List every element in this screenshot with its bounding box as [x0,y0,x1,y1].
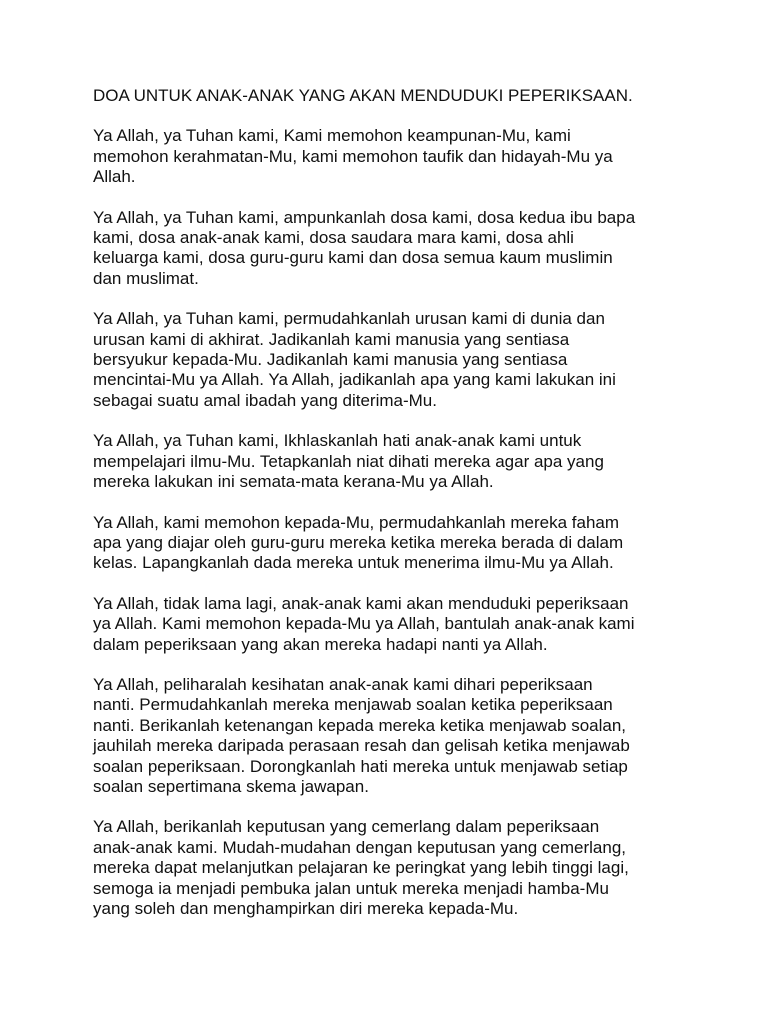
paragraph-list [93,126,693,919]
prayer-paragraph [93,675,693,797]
paragraph-line: Allah. [93,167,136,187]
paragraph-line: ya Allah. Kami memohon kepada-Mu ya Allah, bantulah anak-anak kami [93,614,635,634]
prayer-paragraph [93,309,693,411]
paragraph-line: jauhilah mereka daripada perasaan resah dan gelisah ketika menjawab [93,736,630,756]
paragraph-line: anak-anak kami. Mudah-mudahan dengan keputusan yang cemerlang, [93,837,627,857]
paragraph-line: dalam peperiksaan yang akan mereka hadapi nanti ya Allah. [93,634,548,654]
paragraph-line: semoga ia menjadi pembuka jalan untuk mereka menjadi hamba-Mu [93,878,609,898]
paragraph-line: dan muslimat. [93,268,199,288]
prayer-paragraph [93,817,693,919]
paragraph-line: kami, dosa anak-anak kami, dosa saudara mara kami, dosa ahli [93,228,574,248]
paragraph-line: Ya Allah, tidak lama lagi, anak-anak kami akan menduduki peperiksaan [93,593,629,613]
paragraph-line: sebagai suatu amal ibadah yang diterima-Mu. [93,390,437,410]
prayer-paragraph [93,126,693,187]
paragraph-line: Ya Allah, ya Tuhan kami, ampunkanlah dosa kami, dosa kedua ibu bapa [93,207,636,227]
paragraph-line: Ya Allah, kami memohon kepada-Mu, permudahkanlah mereka faham [93,512,620,532]
prayer-paragraph [93,431,693,492]
paragraph-line: soalan sepertimana skema jawapan. [93,776,369,796]
paragraph-line: Ya Allah, ya Tuhan kami, permudahkanlah urusan kami di dunia dan [93,309,605,329]
paragraph-line: soalan peperiksaan. Dorongkanlah hati mereka untuk menjawab setiap [93,756,628,776]
paragraph-line: mencintai-Mu ya Allah. Ya Allah, jadikanlah apa yang kami lakukan ini [93,370,616,390]
paragraph-line: bersyukur kepada-Mu. Jadikanlah kami manusia yang sentiasa [93,350,568,370]
paragraph-line: apa yang diajar oleh guru-guru mereka ketika mereka berada di dalam [93,532,624,552]
paragraph-line: mereka lakukan ini semata-mata kerana-Mu ya Allah. [93,472,494,492]
prayer-paragraph [93,513,693,574]
paragraph-line: yang soleh dan menghampirkan diri mereka kepada-Mu. [93,899,519,918]
paragraph-line: Ya Allah, ya Tuhan kami, Kami memohon keampunan-Mu, kami [93,126,571,146]
document-body [93,86,693,939]
document-title: DOA UNTUK ANAK-ANAK YANG AKAN MENDUDUKI PEPERIKSAAN. [93,86,633,105]
paragraph-line: keluarga kami, dosa guru-guru kami dan dosa semua kaum muslimin [93,248,613,268]
paragraph-line: Ya Allah, ya Tuhan kami, Ikhlaskanlah hati anak-anak kami untuk [93,431,582,451]
paragraph-line: Ya Allah, peliharalah kesihatan anak-anak kami dihari peperiksaan [93,674,593,694]
paragraph-line: nanti. Berikanlah ketenangan kepada mereka ketika menjawab soalan, [93,715,627,735]
paragraph-line: memohon kerahmatan-Mu, kami memohon taufik dan hidayah-Mu ya [93,146,613,166]
paragraph-line: kelas. Lapangkanlah dada mereka untuk menerima ilmu-Mu ya Allah. [93,553,614,573]
paragraph-line: mereka dapat melanjutkan pelajaran ke peringkat yang lebih tinggi lagi, [93,858,629,878]
paragraph-line: mempelajari ilmu-Mu. Tetapkanlah niat dihati mereka agar apa yang [93,451,604,471]
paragraph-line: Ya Allah, berikanlah keputusan yang cemerlang dalam peperiksaan [93,817,600,837]
paragraph-line: urusan kami di akhirat. Jadikanlah kami manusia yang sentiasa [93,329,570,349]
paragraph-line: nanti. Permudahkanlah mereka menjawab soalan ketika peperiksaan [93,695,613,715]
prayer-paragraph [93,208,693,290]
prayer-paragraph [93,594,693,655]
